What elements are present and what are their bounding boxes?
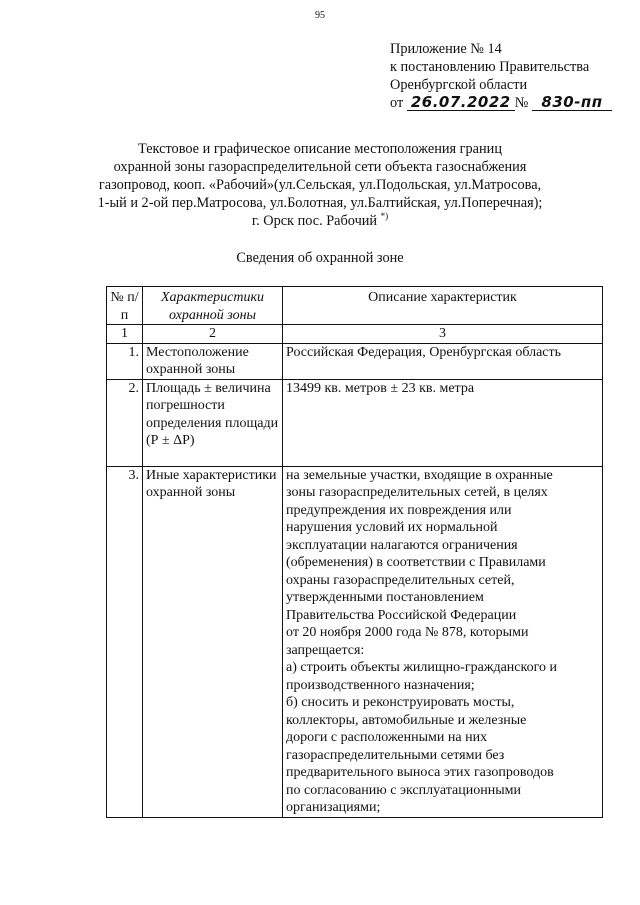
header-description: Описание характеристик xyxy=(283,287,603,325)
description-line: на земельные участки, входящие в охранные xyxy=(286,467,553,483)
description-line: коллекторы, автомобильные и железные xyxy=(286,712,527,728)
row-characteristic: Иные характеристики охранной зоны xyxy=(143,466,283,817)
description-line: охраны газораспределительных сетей, xyxy=(286,572,515,588)
appendix-line-3: Оренбургской области xyxy=(390,77,528,93)
description-line: от 20 ноября 2000 года № 878, которыми xyxy=(286,625,529,640)
date-field xyxy=(407,95,515,111)
page-number: 95 xyxy=(315,10,325,21)
handwritten-date: 26.07.2022 xyxy=(410,93,511,111)
title-line-3: газопровод, кооп. «Рабочий»(ул.Сельская, ул.Подольская, ул.Матросова, xyxy=(98,177,542,193)
table-column-number-row xyxy=(107,325,603,344)
description-line: предварительного выноса этих газопроводов xyxy=(286,765,554,780)
description-line: эксплуатации налагаются ограничения xyxy=(286,537,518,553)
description-line: б) сносить и реконструировать мосты, xyxy=(286,695,515,710)
description-line: по согласованию с эксплуатационными xyxy=(286,782,521,798)
description-line: предупреждения их повреждения или xyxy=(286,502,512,518)
description-line: дороги с расположенными на них xyxy=(286,730,488,745)
description-line: 13499 кв. метров ± 23 кв. метра xyxy=(286,380,475,396)
table-row xyxy=(107,343,603,379)
description-line: (обременения) в соответствии с Правилами xyxy=(286,555,546,570)
handwritten-number: 830-пп xyxy=(541,93,603,111)
appendix-line-2: к постановлению Правительства xyxy=(390,59,590,75)
row-description xyxy=(283,466,603,817)
table-row xyxy=(107,379,603,466)
table-header-row xyxy=(107,287,603,325)
row-characteristic: Местоположение охранной зоны xyxy=(143,343,283,379)
title-line-4: 1-ый и 2-ой пер.Матросова, ул.Болотная, ул.Балтийская, ул.Поперечная); xyxy=(97,195,543,211)
row-description xyxy=(283,343,603,379)
table-row xyxy=(107,466,603,817)
row-characteristic: Площадь ± величина погрешности определения площади (Р ± ΔР) xyxy=(143,379,283,466)
row-number: 3. xyxy=(107,466,143,817)
description-line: нарушения условий их нормальной xyxy=(286,520,498,535)
title-line-5 xyxy=(40,212,600,230)
appendix-line-1: Приложение № 14 xyxy=(390,41,502,57)
header-characteristic: Характеристики охранной зоны xyxy=(143,287,283,325)
description-line: Правительства Российской Федерации xyxy=(286,607,517,623)
column-number-1: 1 xyxy=(107,325,143,344)
section-subtitle: Сведения об охранной зоне xyxy=(236,250,404,266)
description-line: утвержденными постановлением xyxy=(286,590,484,605)
column-number-3: 3 xyxy=(283,325,603,344)
row-number: 2. xyxy=(107,379,143,466)
title-line-2: охранной зоны газораспределительной сети объекта газоснабжения xyxy=(113,159,527,175)
title-line-1: Текстовое и графическое описание местоположения границ xyxy=(138,141,502,157)
title-location: г. Орск пос. Рабочий xyxy=(251,213,378,229)
appendix-date-line xyxy=(390,94,612,112)
description-line: а) строить объекты жилищно-гражданского и xyxy=(286,660,557,675)
appendix-block xyxy=(390,40,612,112)
description-line: запрещается: xyxy=(286,642,365,658)
number-field xyxy=(532,95,612,111)
footnote-mark: *) xyxy=(380,211,389,222)
description-line: газораспределительными сетями без xyxy=(286,747,505,763)
protection-zone-table xyxy=(106,286,603,818)
description-line: производственного назначения; xyxy=(286,677,475,693)
number-label: № xyxy=(514,95,529,111)
description-line: Российская Федерация, Оренбургская область xyxy=(286,344,562,360)
description-line: зоны газораспределительных сетей, в целях xyxy=(286,485,548,500)
document-title xyxy=(40,140,600,230)
header-num: № п/п xyxy=(107,287,143,325)
row-description xyxy=(283,379,603,466)
description-line: организациями; xyxy=(286,800,381,815)
from-label: от xyxy=(390,95,404,111)
column-number-2: 2 xyxy=(143,325,283,344)
row-number: 1. xyxy=(107,343,143,379)
